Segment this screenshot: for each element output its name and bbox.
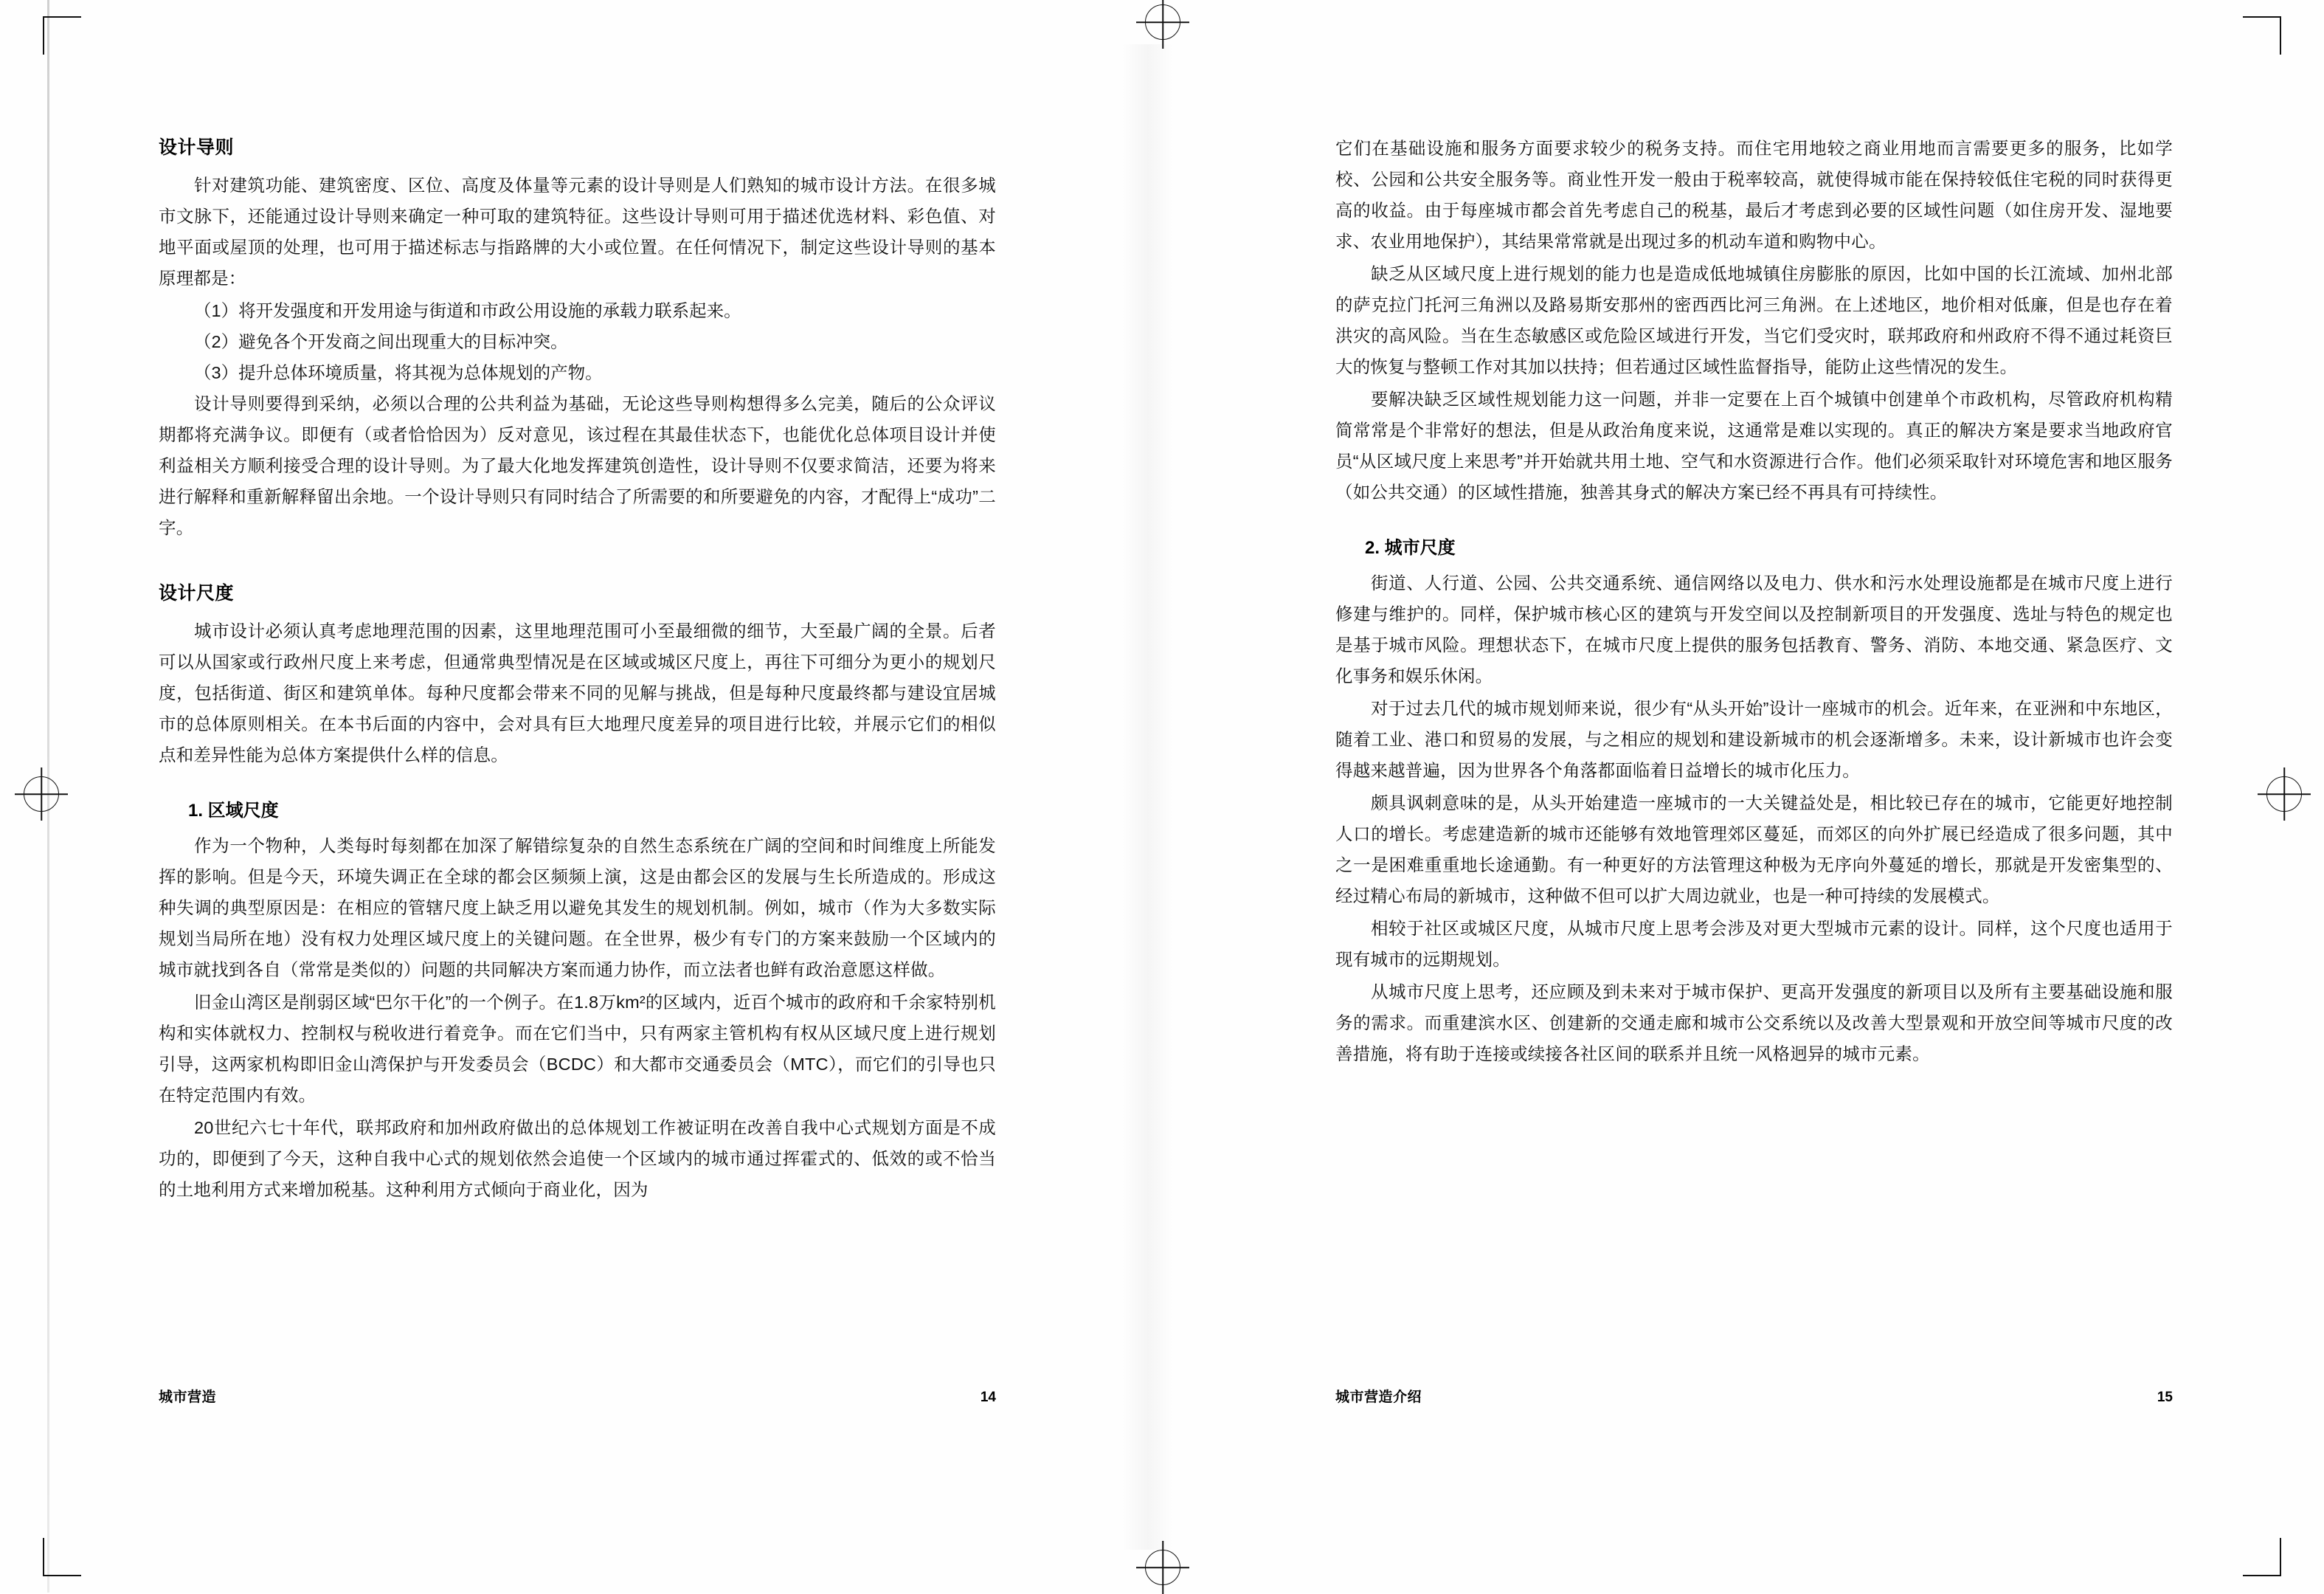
subsection-heading-regional-scale: 1. 区域尺度 — [188, 801, 279, 821]
page-number-left: 14 — [980, 1390, 996, 1405]
right-page-content — [1335, 133, 2173, 1071]
footer-right-page — [1335, 1386, 2173, 1406]
footer-book-title-right: 城市营造介绍 — [1335, 1390, 1422, 1405]
paragraph-city-1: 街道、人行道、公园、公共交通系统、通信网络以及电力、供水和污水处理设施都是在城市尺度上进行修建与维护的。同样，保护城市核心区的建筑与开发空间以及控制新项目的开发强度、选址与特色的规定也是基于城市风险。理想状态下，在城市尺度上提供的服务包括教育、警务、消防、本地交通、紧急医疗、文化事务和娱乐休闲。 — [1335, 573, 2173, 686]
subsection-heading-city-scale: 2. 城市尺度 — [1365, 538, 1456, 558]
section-heading-design-scale: 设计尺度 — [159, 583, 235, 604]
page-number-right: 15 — [2157, 1390, 2173, 1405]
paragraph-regional-1: 作为一个物种，人类每时每刻都在加深了解错综复杂的自然生态系统在广阔的空间和时间维度上所能发挥的影响。但是今天，环境失调正在全球的都会区频频上演，这是由都会区的发展与生长所造成的。形成这种失调的典型原因是：在相应的管辖尺度上缺乏用以避免其发生的规划机制。例如，城市（作为大多数实际规划当局所在地）没有权力处理区域尺度上的关键问题。在全世界，极少有专门的方案来鼓励一个区域内的城市就找到各自（常常是类似的）问题的共同解决方案而通力协作，而立法者也鲜有政治意愿这样做。 — [159, 836, 996, 979]
footer-book-title-left: 城市营造 — [159, 1390, 217, 1405]
list-item-2: （2）避免各个开发商之间出现重大的目标冲突。 — [194, 332, 568, 351]
paragraph-guidelines-intro: 针对建筑功能、建筑密度、区位、高度及体量等元素的设计导则是人们熟知的城市设计方法。在很多城市文脉下，还能通过设计导则来确定一种可取的建筑特征。这些设计导则可用于描述优选材料、彩色值、对地平面或屋顶的处理，也可用于描述标志与指路牌的大小或位置。在任何情况下，制定这些设计导则的基本原理都是： — [159, 176, 996, 288]
left-page-content — [159, 133, 996, 1207]
paragraph-regional-2: 旧金山湾区是削弱区域“巴尔干化”的一个例子。在1.8万km²的区域内，近百个城市的政府和千余家特别机构和实体就权力、控制权与税收进行着竞争。而在它们当中，只有两家主管机构有权从区域尺度上进行规划引导，这两家机构即旧金山湾保护与开发委员会（BCDC）和大都市交通委员会（MTC），而它们的引导也只在特定范围内有效。 — [159, 993, 996, 1105]
list-item-1: （1）将开发强度和开发用途与街道和市政公用设施的承载力联系起来。 — [194, 301, 741, 320]
paragraph-city-5: 从城市尺度上思考，还应顾及到未来对于城市保护、更高开发强度的新项目以及所有主要基础设施和服务的需求。而重建滨水区、创建新的交通走廊和城市公交系统以及改善大型景观和开放空间等城市尺度的改善措施，将有助于连接或续接各社区间的联系并且统一风格迥异的城市元素。 — [1335, 982, 2173, 1063]
paragraph-lowland-housing: 缺乏从区域尺度上进行规划的能力也是造成低地城镇住房膨胀的原因，比如中国的长江流域、加州北部的萨克拉门托河三角洲以及路易斯安那州的密西西比河三角洲。在上述地区，地价相对低廉，但是也存在着洪灾的高风险。当在生态敏感区或危险区域进行开发，当它们受灾时，联邦政府和州政府不得不通过耗资巨大的恢复与整顿工作对其加以扶持；但若通过区域性监督指导，能防止这些情况的发生。 — [1335, 264, 2173, 376]
footer-left-page — [159, 1386, 996, 1406]
paragraph-regional-cooperation: 要解决缺乏区域性规划能力这一问题，并非一定要在上百个城镇中创建单个市政机构，尽管政府机构精简常常是个非常好的想法，但是从政治角度来说，这通常是难以实现的。真正的解决方案是要求当地政府官员“从区域尺度上来思考”并开始就共用土地、空气和水资源进行合作。他们必须采取针对环境危害和地区服务（如公共交通）的区域性措施，独善其身式的解决方案已经不再具有可持续性。 — [1335, 390, 2173, 502]
paragraph-scale-intro: 城市设计必须认真考虑地理范围的因素，这里地理范围可小至最细微的细节，大至最广阔的全景。后者可以从国家或行政州尺度上来考虑，但通常典型情况是在区域或城区尺度上，再往下可细分为更小的规划尺度，包括街道、街区和建筑单体。每种尺度都会带来不同的见解与挑战，但是每种尺度最终都与建设宜居城市的总体原则相关。在本书后面的内容中，会对具有巨大地理尺度差异的项目进行比较，并展示它们的相似点和差异性能为总体方案提供什么样的信息。 — [159, 621, 996, 765]
paragraph-guidelines-adoption: 设计导则要得到采纳，必须以合理的公共利益为基础，无论这些导则构想得多么完美，随后的公众评议期都将充满争议。即便有（或者恰恰因为）反对意见，该过程在其最佳状态下，也能优化总体项目设计并使利益相关方顺利接受合理的设计导则。为了最大化地发挥建筑创造性，设计导则不仅要求简洁，还要为将来进行解释和重新解释留出余地。一个设计导则只有同时结合了所需要的和所要避免的内容，才配得上“成功”二字。 — [159, 394, 996, 537]
paragraph-continued-tax: 它们在基础设施和服务方面要求较少的税务支持。而住宅用地较之商业用地而言需要更多的服务，比如学校、公园和公共安全服务等。商业性开发一般由于税率较高，就使得城市能在保持较低住宅税的同时获得更高的收益。由于每座城市都会首先考虑自己的税基，最后才考虑到必要的区域性问题（如住房开发、湿地要求、农业用地保护），其结果常常就是出现过多的机动车道和购物中心。 — [1335, 139, 2173, 251]
list-item-3: （3）提升总体环境质量，将其视为总体规划的产物。 — [194, 363, 603, 382]
section-heading-design-guidelines: 设计导则 — [159, 137, 235, 158]
paragraph-city-4: 相较于社区或城区尺度，从城市尺度上思考会涉及对更大型城市元素的设计。同样，这个尺度也适用于现有城市的远期规划。 — [1335, 919, 2173, 969]
paragraph-city-3: 颇具讽刺意味的是，从头开始建造一座城市的一大关键益处是，相比较已存在的城市，它能更好地控制人口的增长。考虑建造新的城市还能够有效地管理郊区蔓延，而郊区的向外扩展已经造成了很多问题，其中之一是困难重重地长途通勤。有一种更好的方法管理这种极为无序向外蔓延的增长，那就是开发密集型的、经过精心布局的新城市，这种做不但可以扩大周边就业，也是一种可持续的发展模式。 — [1335, 793, 2173, 905]
paragraph-regional-3: 20世纪六七十年代，联邦政府和加州政府做出的总体规划工作被证明在改善自我中心式规划方面是不成功的，即便到了今天，这种自我中心式的规划依然会追使一个区域内的城市通过挥霍式的、低效的或不恰当的土地利用方式来增加税基。这种利用方式倾向于商业化，因为 — [159, 1118, 996, 1199]
paragraph-city-2: 对于过去几代的城市规划师来说，很少有“从头开始”设计一座城市的机会。近年来，在亚洲和中东地区，随着工业、港口和贸易的发展，与之相应的规划和建设新城市的机会逐渐增多。未来，设计新城市也许会变得越来越普遍，因为世界各个角落都面临着日益增长的城市化压力。 — [1335, 699, 2173, 780]
